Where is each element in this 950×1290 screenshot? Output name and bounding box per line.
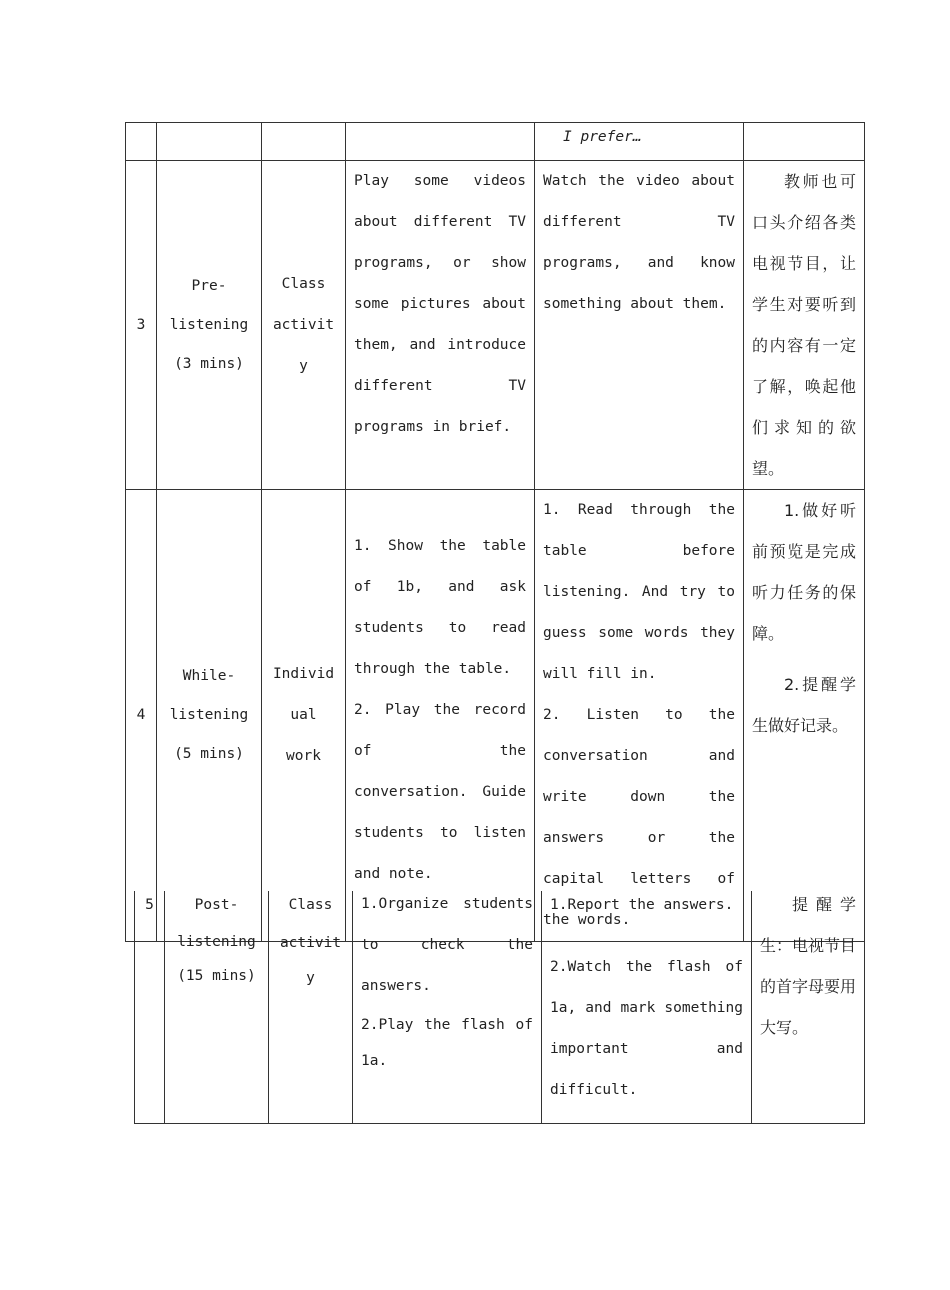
- stage-line: (5 mins): [174, 746, 244, 762]
- cell-no: [126, 123, 157, 161]
- mode-line: Individ: [272, 666, 335, 682]
- stage-line: (3 mins): [174, 355, 244, 372]
- cell-student: [535, 123, 744, 161]
- cell-no: 5: [135, 891, 165, 1123]
- teacher-item: 2.Play the flash of 1a.: [361, 1017, 533, 1069]
- mode-line: y: [306, 970, 315, 986]
- cell-no: 3: [126, 161, 157, 490]
- table-row: [135, 891, 865, 1123]
- student-item: 2.Watch the flash of 1a, and mark something important and difficult.: [550, 959, 743, 1098]
- lesson-plan-table: [125, 122, 865, 942]
- student-item: 2. Listen to the conversation and write down the answers or the capital letters of the words.: [543, 707, 735, 928]
- cell-note: [744, 161, 865, 490]
- note-item: 2.提醒学生做好记录。: [752, 675, 856, 735]
- teacher-item: 1.Organize students to check the answers.: [361, 896, 533, 994]
- stage-line: Pre-: [191, 277, 227, 294]
- cell-teacher: [346, 161, 535, 490]
- cell-stage: [157, 490, 262, 942]
- cell-mode: [262, 161, 346, 490]
- table-row: [126, 161, 865, 490]
- stage-line: While-: [182, 668, 236, 684]
- teacher-activity: Play some videos about different TV programs, or show some pictures about them, and introduce different TV programs in brief.: [354, 173, 526, 435]
- cell-student: [535, 490, 744, 942]
- cell-teacher: [346, 490, 535, 942]
- mode-line: work: [286, 748, 321, 764]
- mode-line: activit: [272, 316, 335, 333]
- lesson-plan-table-row5: [134, 891, 865, 1124]
- mode-line: Class: [288, 897, 333, 913]
- note-item: 1.做好听前预览是完成听力任务的保障。: [752, 501, 856, 643]
- stage-line: Post-: [194, 897, 239, 913]
- cell-teacher: [346, 123, 535, 161]
- design-note: 教师也可口头介绍各类电视节目，让学生对要听到的内容有一定了解，唤起他们求知的欲望。: [752, 172, 856, 478]
- teacher-item: 2. Play the record of the conversation. Guide students to listen and note.: [354, 702, 526, 882]
- stage-line: listening: [169, 316, 249, 333]
- cell-student: [542, 891, 752, 1123]
- cell-student: [535, 161, 744, 490]
- cell-stage: [157, 161, 262, 490]
- mode-line: activit: [279, 935, 342, 951]
- stage-line: listening: [169, 707, 249, 723]
- student-activity: Watch the video about different TV programs, and know something about them.: [543, 173, 735, 312]
- cell-mode: [262, 123, 346, 161]
- cell-note: [744, 123, 865, 161]
- cell-no: 4: [126, 490, 157, 942]
- cell-note: [744, 490, 865, 942]
- i-prefer-text: I prefer…: [563, 129, 642, 145]
- design-note: 提醒学生：电视节目的首字母要用大写。: [760, 895, 857, 1037]
- stage-line: (15 mins): [177, 968, 256, 984]
- cell-mode: [262, 490, 346, 942]
- student-item: 1. Read through the table before listening. And try to guess some words they will fill in.: [543, 502, 735, 682]
- cell-stage: [157, 123, 262, 161]
- table-row: [126, 490, 865, 942]
- table-row: [126, 123, 865, 161]
- cell-mode: [269, 891, 353, 1123]
- mode-line: Class: [281, 275, 326, 292]
- mode-line: y: [299, 357, 308, 374]
- cell-stage: [165, 891, 269, 1123]
- cell-teacher: [353, 891, 542, 1123]
- student-item: 1.Report the answers.: [550, 897, 734, 913]
- teacher-item: 1. Show the table of 1b, and ask students to read through the table.: [354, 538, 526, 677]
- cell-note: [752, 891, 865, 1123]
- mode-line: ual: [290, 707, 317, 723]
- stage-line: listening: [177, 934, 256, 950]
